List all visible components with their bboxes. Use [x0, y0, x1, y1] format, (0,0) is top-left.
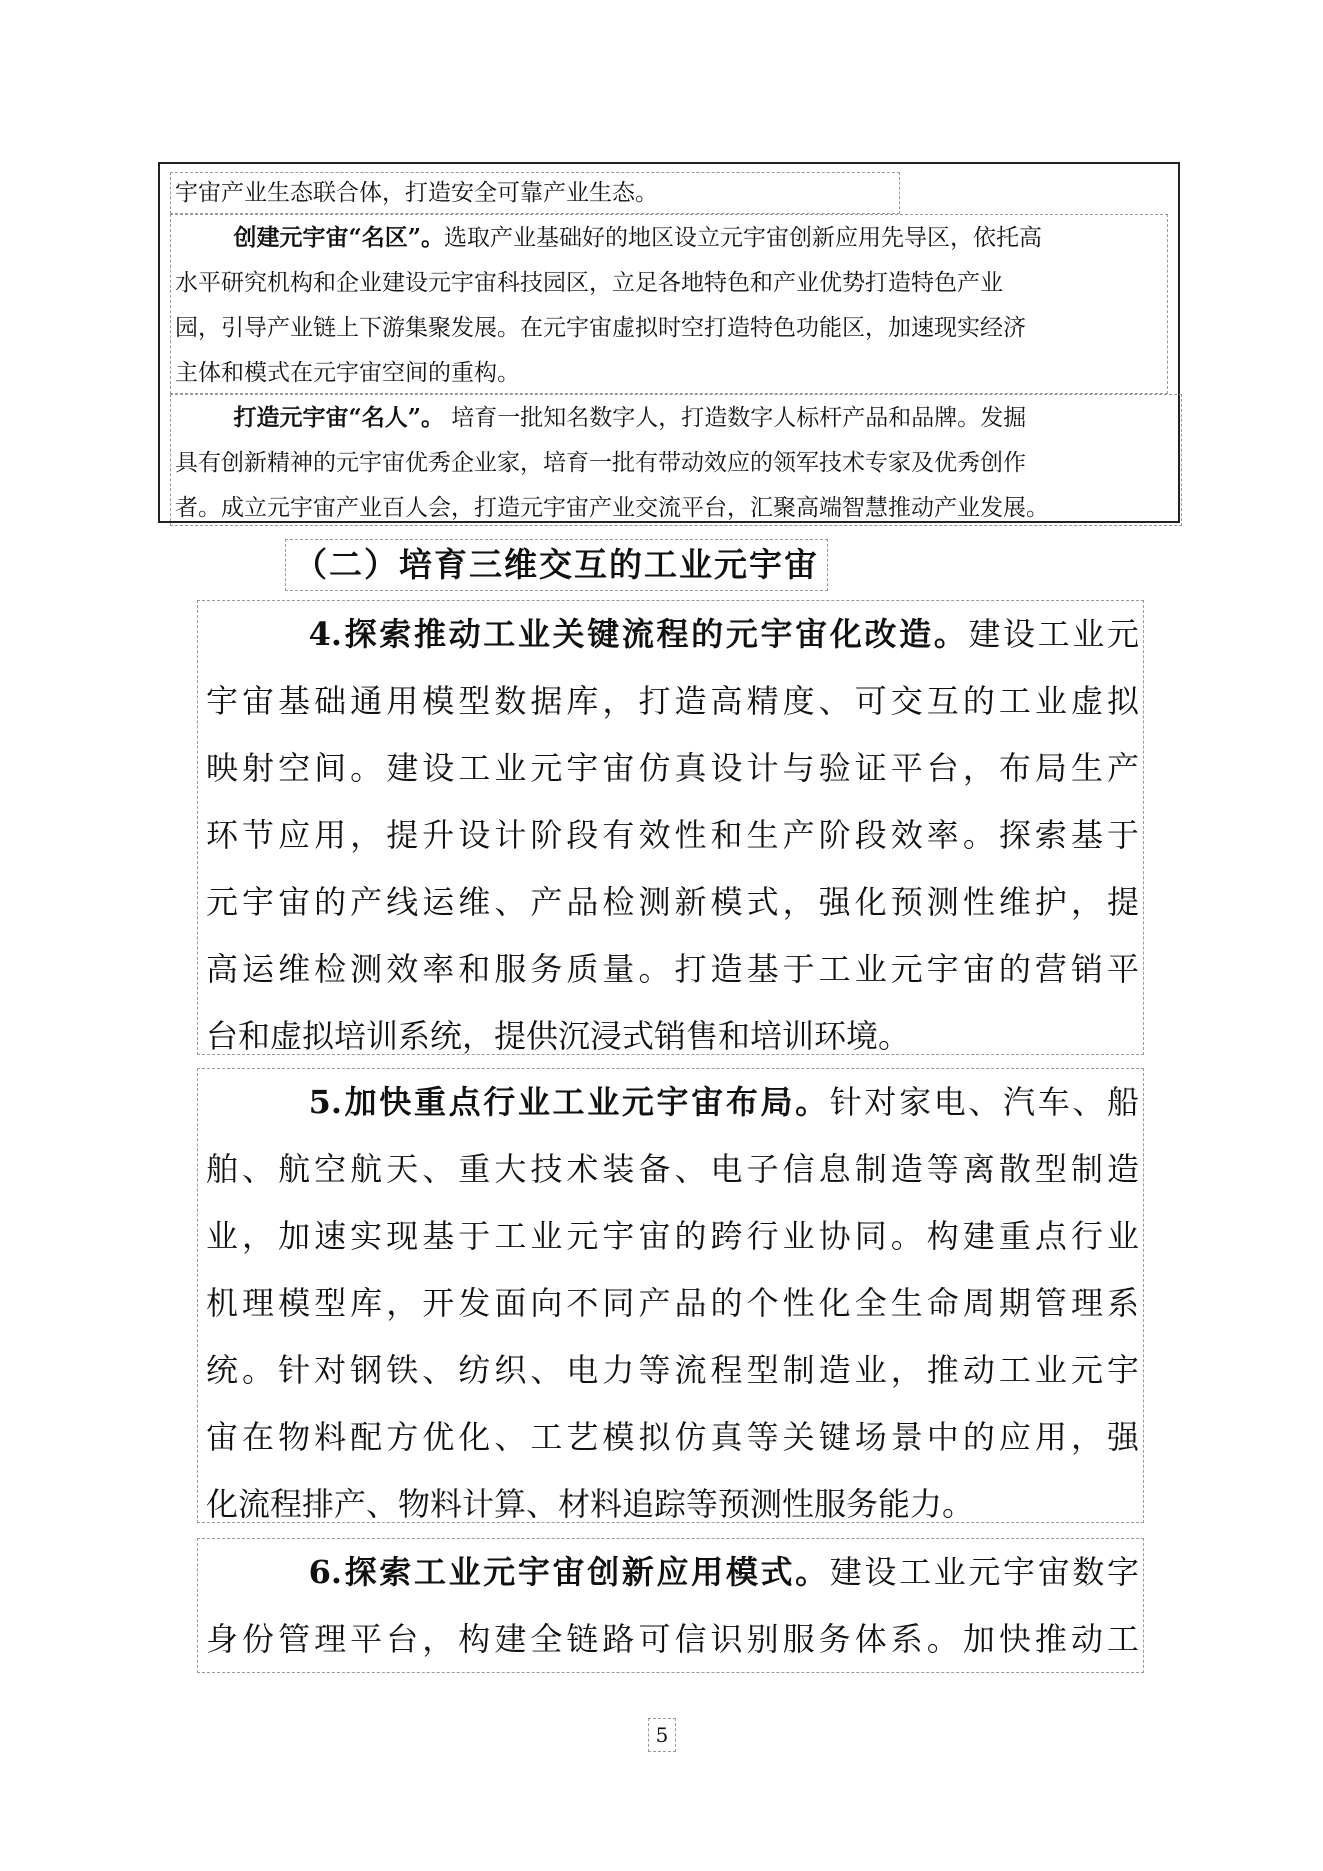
para4-line-3: 映射空间。建设工业元宇宙仿真设计与验证平台，布局生产: [206, 749, 1139, 787]
box-p2-line-2: 具有创新精神的元宇宙优秀企业家，培育一批有带动效应的领军技术专家及优秀创作: [175, 450, 1026, 476]
para5-line-6: 宙在物料配方优化、工艺模拟仿真等关键场景中的应用，强: [206, 1418, 1139, 1456]
para4-line-4: 环节应用，提升设计阶段有效性和生产阶段效率。探索基于: [206, 816, 1139, 854]
para4-line-1: 4.探索推动工业关键流程的元宇宙化改造。建设工业元: [308, 615, 1139, 653]
para5-line-5: 统。针对钢铁、纺织、电力等流程型制造业，推动工业元宇: [206, 1351, 1139, 1389]
box-p1-line-1: 创建元宇宙“名区”。选取产业基础好的地区设立元宇宙创新应用先导区，依托高: [233, 224, 1042, 251]
para5-line-1: 5.加快重点行业工业元宇宙布局。针对家电、汽车、船: [308, 1083, 1139, 1121]
box-p2-title: 打造元宇宙“名人”。: [233, 404, 444, 431]
box-top-line-text: 宇宙产业生态联合体，打造安全可靠产业生态。: [175, 180, 658, 206]
box-p2-line-3: 者。成立元宇宙产业百人会，打造元宇宙产业交流平台，汇聚高端智慧推动产业发展。: [175, 495, 1049, 521]
para5-title: 5.加快重点行业工业元宇宙布局。: [308, 1083, 830, 1121]
para6-line-1: 6.探索工业元宇宙创新应用模式。建设工业元宇宙数字: [308, 1553, 1139, 1591]
para5-line-3: 业，加速实现基于工业元宇宙的跨行业协同。构建重点行业: [206, 1217, 1139, 1255]
box-p1-title: 创建元宇宙“名区”。: [233, 224, 444, 251]
paragraph-5: [197, 1068, 1144, 1523]
para4-line-5: 元宇宙的产线运维、产品检测新模式，强化预测性维护，提: [206, 883, 1139, 921]
box-p1-line-4: 主体和模式在元宇宙空间的重构。: [175, 360, 520, 386]
para6-line-2: 身份管理平台，构建全链路可信识别服务体系。加快推动工: [206, 1620, 1139, 1658]
section-heading: （二）培育三维交互的工业元宇宙: [285, 539, 828, 591]
para5-line-4: 机理模型库，开发面向不同产品的个性化全生命周期管理系: [206, 1284, 1139, 1322]
para5-line-2: 舶、航空航天、重大技术装备、电子信息制造等离散型制造: [206, 1150, 1139, 1188]
box-p2-line-1: 打造元宇宙“名人”。 培育一批知名数字人，打造数字人标杆产品和品牌。发掘: [233, 404, 1027, 431]
box-paragraph-famous-people: [170, 394, 1182, 526]
para4-title: 4.探索推动工业关键流程的元宇宙化改造。: [308, 615, 969, 653]
para4-line-7: 台和虚拟培训系统，提供沉浸式销售和培训环境。: [206, 1017, 911, 1055]
bordered-section: [158, 162, 1180, 523]
box-p1-line-2: 水平研究机构和企业建设元宇宙科技园区，立足各地特色和产业优势打造特色产业: [175, 270, 1003, 296]
box-paragraph-famous-zones: [170, 214, 1168, 394]
paragraph-4: [197, 600, 1144, 1055]
para5-line-7: 化流程排产、物料计算、材料追踪等预测性服务能力。: [206, 1485, 975, 1523]
para6-title: 6.探索工业元宇宙创新应用模式。: [308, 1553, 830, 1591]
paragraph-6: [197, 1538, 1144, 1673]
box-p1-line-3: 园，引导产业链上下游集聚发展。在元宇宙虚拟时空打造特色功能区，加速现实经济: [175, 315, 1026, 341]
page-number: 5: [648, 1718, 676, 1752]
box-top-line: [170, 172, 900, 214]
para4-line-6: 高运维检测效率和服务质量。打造基于工业元宇宙的营销平: [206, 950, 1139, 988]
para4-line-2: 宇宙基础通用模型数据库，打造高精度、可交互的工业虚拟: [206, 682, 1139, 720]
